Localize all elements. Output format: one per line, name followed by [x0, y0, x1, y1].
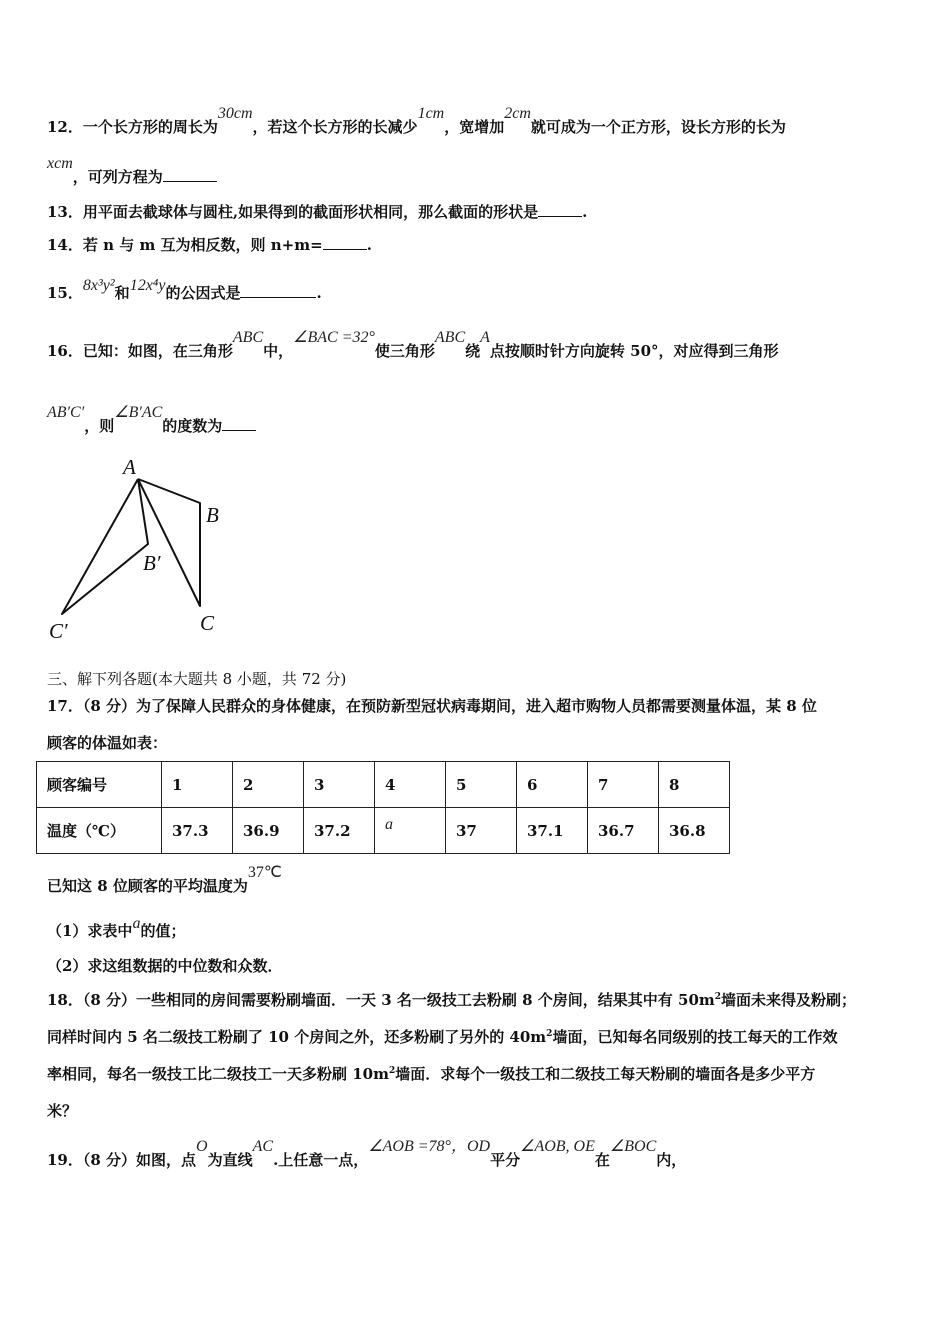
q16-math-rotated-triangle: AB′C′ [47, 404, 85, 421]
answer-blank [240, 283, 316, 298]
label-b-prime: B′ [143, 551, 161, 575]
q12-text: ，若这个长方形的长减少 [252, 118, 418, 136]
temperature-table [36, 761, 730, 854]
table-row [37, 808, 730, 854]
table-cell: 4 [375, 762, 446, 808]
question-17-part1 [47, 915, 186, 941]
question-12-line2 [47, 155, 217, 187]
q16-text: ，则 [84, 417, 115, 435]
label-c-prime: C′ [49, 619, 68, 643]
q15-end: . [316, 284, 322, 302]
q12-math-perimeter: 30cm [217, 105, 253, 122]
q18-text: 墙面．求每个一级技工和二级技工每天粉刷的墙面各是多少平方 [395, 1065, 816, 1083]
question-17-average [47, 864, 282, 896]
q14-text: 14．若 n 与 m 互为相反数，则 n+m= [47, 236, 323, 254]
q12-text: 一个长方形的周长为 [82, 118, 218, 136]
table-cell: 2 [233, 762, 304, 808]
question-14 [47, 234, 372, 255]
label-b: B [206, 503, 219, 527]
table-row-label: 顾客编号 [37, 762, 162, 808]
q18-text: 率相同，每名一级技工比二级技工一天多粉刷 10m [47, 1065, 389, 1083]
q18-text: 墙面，已知每名同级别的技工每天的工作效 [552, 1028, 838, 1046]
q12-text: ，可列方程为 [72, 168, 163, 186]
q19-text: .上任意一点， [273, 1151, 369, 1169]
question-18-line4 [47, 1100, 77, 1121]
q16-text: 中， [263, 342, 294, 360]
table-cell: 5 [446, 762, 517, 808]
figure-svg [40, 452, 240, 647]
q16-text: 绕 [465, 342, 481, 360]
table-cell: 37.2 [304, 808, 375, 854]
q16-math-triangle: ABC [232, 329, 264, 346]
q15-math-monomial-2: 12x⁴y [129, 277, 166, 294]
q19-math-angle: ∠AOB =78°，OD [368, 1138, 491, 1155]
variable-a: a [385, 816, 393, 833]
question-17-part2 [47, 955, 282, 976]
q17-text: 的值； [140, 922, 186, 940]
q16-text: 的度数为 [162, 417, 223, 435]
q18-text: 米？ [47, 1102, 78, 1120]
q19-text: 19．（8 分）如图，点 [47, 1151, 197, 1169]
question-16-line1 [47, 329, 779, 361]
table-row-label: 温度（℃） [37, 808, 162, 854]
q17-math-variable: a [132, 915, 141, 932]
table-cell: 1 [162, 762, 233, 808]
label-c: C [200, 611, 215, 635]
question-17-line2 [47, 732, 167, 753]
table-cell: 37.3 [162, 808, 233, 854]
q16-math-target-angle: ∠B′AC [114, 404, 163, 421]
table-cell: 6 [517, 762, 588, 808]
q16-math-point: A [480, 329, 490, 346]
q17-average-value: 37℃ [247, 864, 282, 881]
section-3-title [47, 668, 346, 689]
q12-text: 就可成为一个正方形，设长方形的长为 [530, 118, 786, 136]
q19-text: 平分 [490, 1151, 521, 1169]
q18-text: 墙面未来得及粉刷； [721, 991, 857, 1009]
superscript: 2 [714, 992, 722, 1002]
superscript: 2 [546, 1029, 553, 1039]
question-12-line1 [47, 105, 786, 137]
label-a: A [123, 455, 136, 479]
q19-math-point: O [196, 1138, 208, 1155]
section-title: 三、解下列各题(本大题共 8 小题，共 72 分) [47, 670, 347, 688]
q19-text: 为直线 [207, 1151, 253, 1169]
table-cell-variable [375, 808, 446, 854]
q12-math-increase: 2cm [504, 105, 531, 122]
q17-text: 已知这 8 位顾客的平均温度为 [47, 877, 248, 895]
table-cell: 37 [446, 808, 517, 854]
table-cell: 7 [588, 762, 659, 808]
question-17-line1 [47, 695, 817, 716]
q16-text: 16．已知：如图，在三角形 [47, 342, 233, 360]
question-16-line2 [47, 404, 256, 436]
table-cell: 36.9 [233, 808, 304, 854]
q17-text: 17．（8 分）为了保障人民群众的身体健康，在预防新型冠状病毒期间，进入超市购物人员都需要测量体温，某 8 位 [47, 697, 817, 715]
q17-text: 顾客的体温如表： [47, 734, 168, 752]
question-19 [47, 1138, 687, 1170]
question-18-line1 [47, 989, 856, 1010]
table-row [37, 762, 730, 808]
table-cell: 3 [304, 762, 375, 808]
q18-text: 同样时间内 5 名二级技工粉刷了 10 个房间之外，还多粉刷了另外的 40m [47, 1028, 547, 1046]
q15-text: 的公因式是 [165, 284, 241, 302]
q15-math-monomial-1: 8x³y² [82, 277, 115, 294]
answer-blank [323, 235, 367, 250]
q19-math-line: AC [252, 1138, 274, 1155]
q19-math-angle-boc: ∠BOC [609, 1138, 657, 1155]
q12-math-decrease: 1cm [417, 105, 445, 122]
q16-math-triangle-2: ABC [434, 329, 466, 346]
answer-blank [222, 416, 256, 431]
q12-number: 12． [47, 118, 83, 136]
q17-text: （1）求表中 [47, 922, 133, 940]
q17-text: （2）求这组数据的中位数和众数． [47, 957, 283, 975]
q16-math-angle: ∠BAC =32° [293, 329, 375, 346]
question-15 [47, 277, 322, 303]
answer-blank [163, 167, 217, 182]
q19-math-bisector: ∠AOB, OE [520, 1138, 595, 1155]
superscript: 2 [388, 1066, 396, 1076]
table-cell: 36.7 [588, 808, 659, 854]
question-18-line3 [47, 1063, 815, 1084]
q15-number: 15． [47, 284, 83, 302]
answer-blank [538, 202, 582, 217]
triangle-rotation-figure [40, 452, 240, 651]
table-cell: 37.1 [517, 808, 588, 854]
q16-text: 使三角形 [374, 342, 435, 360]
q15-text: 和 [114, 284, 130, 302]
q13-end: . [582, 203, 588, 221]
q12-math-variable: xcm [47, 155, 73, 172]
q18-text: 18．（8 分）一些相同的房间需要粉刷墙面．一天 3 名一级技工去粉刷 8 个房间，结果其中有 50m [47, 991, 715, 1009]
q13-text: 13．用平面去截球体与圆柱,如果得到的截面形状相同，那么截面的形状是 [47, 203, 539, 221]
q16-text: 点按顺时针方向旋转 50°，对应得到三角形 [489, 342, 779, 360]
q19-text: 内， [656, 1151, 687, 1169]
table-cell: 36.8 [659, 808, 730, 854]
q14-end: . [366, 236, 372, 254]
table-cell: 8 [659, 762, 730, 808]
question-18-line2 [47, 1026, 837, 1047]
triangle-ab'c' [62, 479, 148, 614]
q19-text: 在 [594, 1151, 610, 1169]
question-13 [47, 201, 587, 222]
q12-text: ，宽增加 [444, 118, 505, 136]
